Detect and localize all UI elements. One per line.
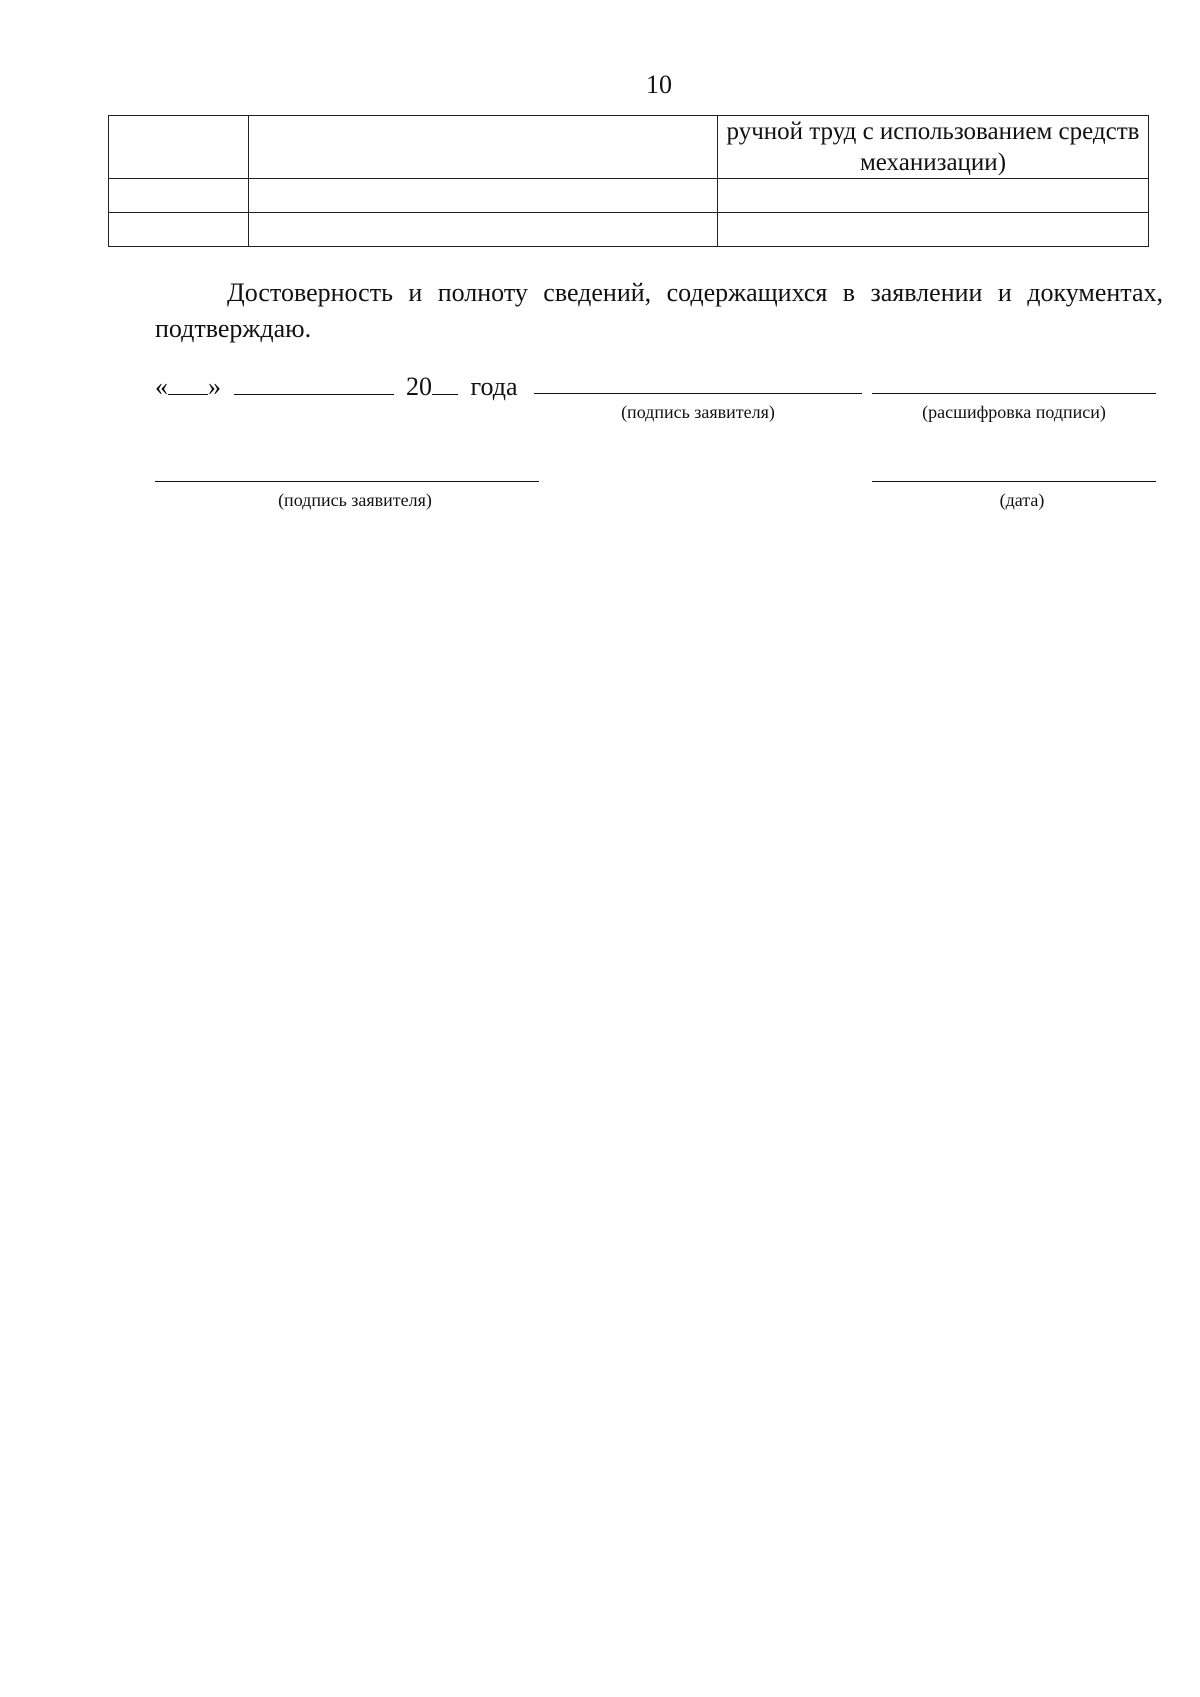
day-field[interactable] — [168, 370, 208, 395]
applicant-signature-line-2[interactable] — [155, 481, 539, 482]
table-cell — [718, 213, 1149, 247]
caption-applicant-signature-1: (подпись заявителя) — [621, 402, 775, 422]
form-table — [108, 115, 1149, 247]
caption-applicant-signature-2: (подпись заявителя) — [278, 490, 432, 510]
date-signature-line[interactable] — [872, 481, 1156, 482]
table-cell — [109, 116, 249, 179]
table-cell — [249, 116, 718, 179]
applicant-signature-line-1[interactable] — [534, 393, 862, 394]
signature-decoding-line[interactable] — [872, 393, 1156, 394]
year-word: года — [470, 372, 518, 401]
confirmation-text: Достоверность и полноту сведений, содержащихся в заявлении и документах, подтверждаю. — [155, 278, 1163, 343]
table-cell: ручной труд с использованием средств механизации) — [718, 116, 1149, 179]
month-field[interactable] — [234, 370, 394, 395]
date-line — [155, 370, 518, 402]
table-row — [109, 116, 1149, 179]
table-cell — [718, 179, 1149, 213]
century-label: 20 — [406, 372, 432, 401]
table-cell — [109, 179, 249, 213]
close-quote: » — [208, 372, 221, 401]
table-cell — [249, 179, 718, 213]
caption-date: (дата) — [999, 490, 1045, 510]
page-number: 10 — [646, 70, 672, 99]
table-row — [109, 213, 1149, 247]
table-cell — [249, 213, 718, 247]
table-cell — [109, 213, 249, 247]
table-row — [109, 179, 1149, 213]
open-quote: « — [155, 372, 168, 401]
year-field[interactable] — [432, 370, 458, 395]
caption-signature-decoding: (расшифровка подписи) — [922, 402, 1106, 422]
